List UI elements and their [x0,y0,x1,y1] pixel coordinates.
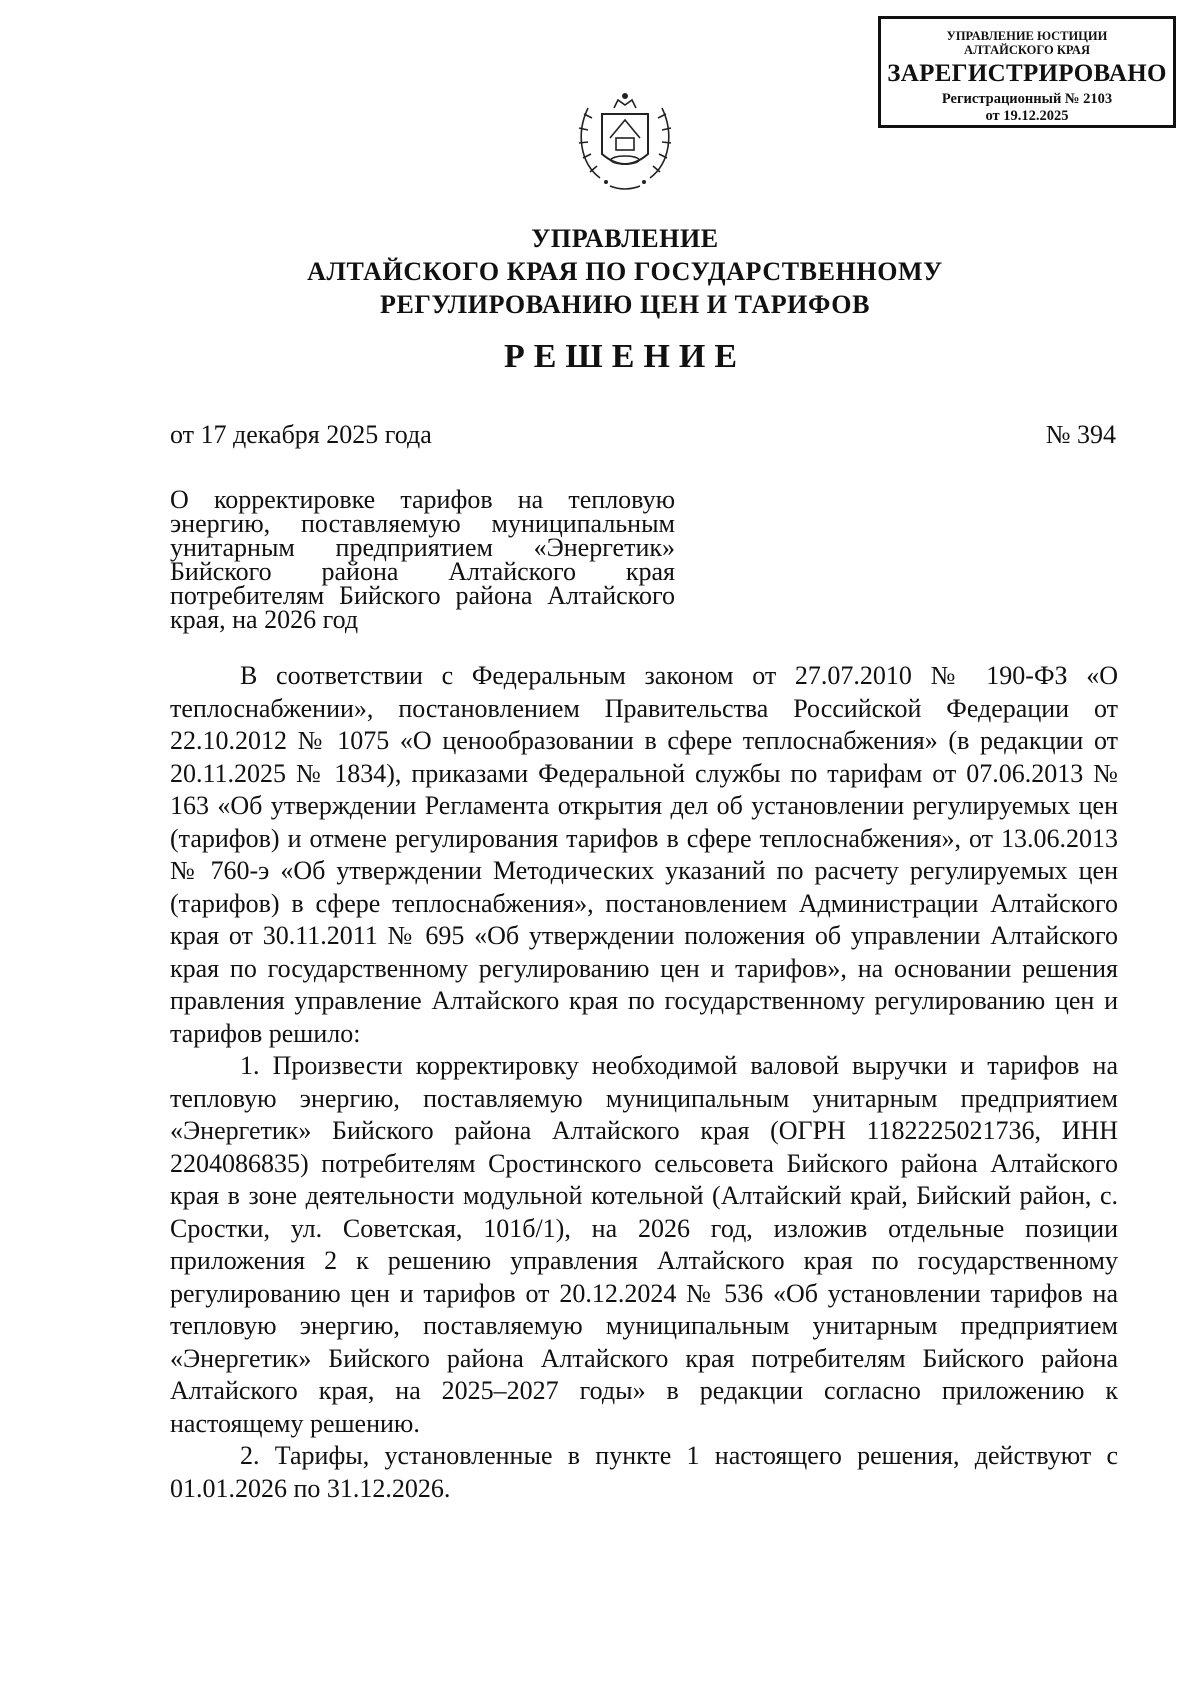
document-number: № 394 [1045,420,1116,449]
clause-1-paragraph: 1. Произвести корректировку необходимой валовой выручки и тарифов на тепловую энергию, поставляемую муниципальным унитарным предприятием «Энергетик» Бийского района Алтайского края (ОГРН 1182225021736, ИНН 2204086835) потребителям Сростинского сельсовета Бийского района Алтайского края в зоне деятельности модульной котельной (Алтайский край, Бийский район, с. Сростки, ул. Советская, 101б/1), на 2026 год, изложив отдельные позиции приложения 2 к решению управления Алтайского края по государственному регулированию цен и тарифов от 20.12.2024 № 536 «Об установлении тарифов на тепловую энергию, поставляемую муниципальным унитарным предприятием «Энергетик» Бийского района Алтайского края потребителям Бийского района Алтайского края, на 2025–2027 годы» в редакции согласно приложению к настоящему решению. [170,1051,1118,1438]
issuer-header [0,222,1200,321]
stamp-org-line2: АЛТАЙСКОГО КРАЯ [964,43,1090,57]
stamp-reg-date: от 19.12.2025 [985,108,1069,124]
document-date: от 17 декабря 2025 года [170,420,432,449]
document-body [170,660,1118,1505]
document-subject: О корректировке тарифов на тепловую энергию, поставляемую муниципальным унитарным предприятием «Энергетик» Бийского района Алтайского края потребителям Бийского района Алтайского края, на 2026 год [170,485,675,634]
coat-of-arms-icon [570,78,680,200]
stamp-reg-number: Регистрационный № 2103 [941,91,1113,107]
issuer-header-line3: РЕГУЛИРОВАНИЮ ЦЕН И ТАРИФОВ [379,290,871,319]
preamble-paragraph: В соответствии с Федеральным законом от 27.07.2010 № 190-ФЗ «О теплоснабжении», постановлением Правительства Российской Федерации от 22.10.2012 № 1075 «О ценообразовании в сфере теплоснабжения» (в редакции от 20.11.2025 № 1834), приказами Федеральной службы по тарифам от 07.06.2013 № 163 «Об утверждении Регламента открытия дел об установлении регулируемых цен (тарифов) и отмене регулирования тарифов в сфере теплоснабжения», от 13.06.2013 № 760-э «Об утверждении Методических указаний по расчету регулируемых цен (тарифов) в сфере теплоснабжения», постановлением Администрации Алтайского края от 30.11.2011 № 695 «Об утверждении положения об управлении Алтайского края по государственному регулированию цен и тарифов», на основании решения правления управление Алтайского края по государственному регулированию цен и тарифов решило: [170,661,1118,1048]
clause-2-paragraph: 2. Тарифы, установленные в пункте 1 настоящего решения, действуют с 01.01.2026 по 31.12.2026. [170,1441,1118,1503]
issuer-header-line2: АЛТАЙСКОГО КРАЯ ПО ГОСУДАРСТВЕННОМУ [307,257,943,286]
stamp-org-line1: УПРАВЛЕНИЕ ЮСТИЦИИ [946,29,1108,43]
stamp-status: ЗАРЕГИСТРИРОВАНО [887,60,1167,87]
document-type-title: РЕШЕНИЕ [503,338,747,375]
issuer-header-line1: УПРАВЛЕНИЕ [531,224,719,253]
registration-stamp [878,16,1176,128]
stamp-organization [881,29,1173,57]
